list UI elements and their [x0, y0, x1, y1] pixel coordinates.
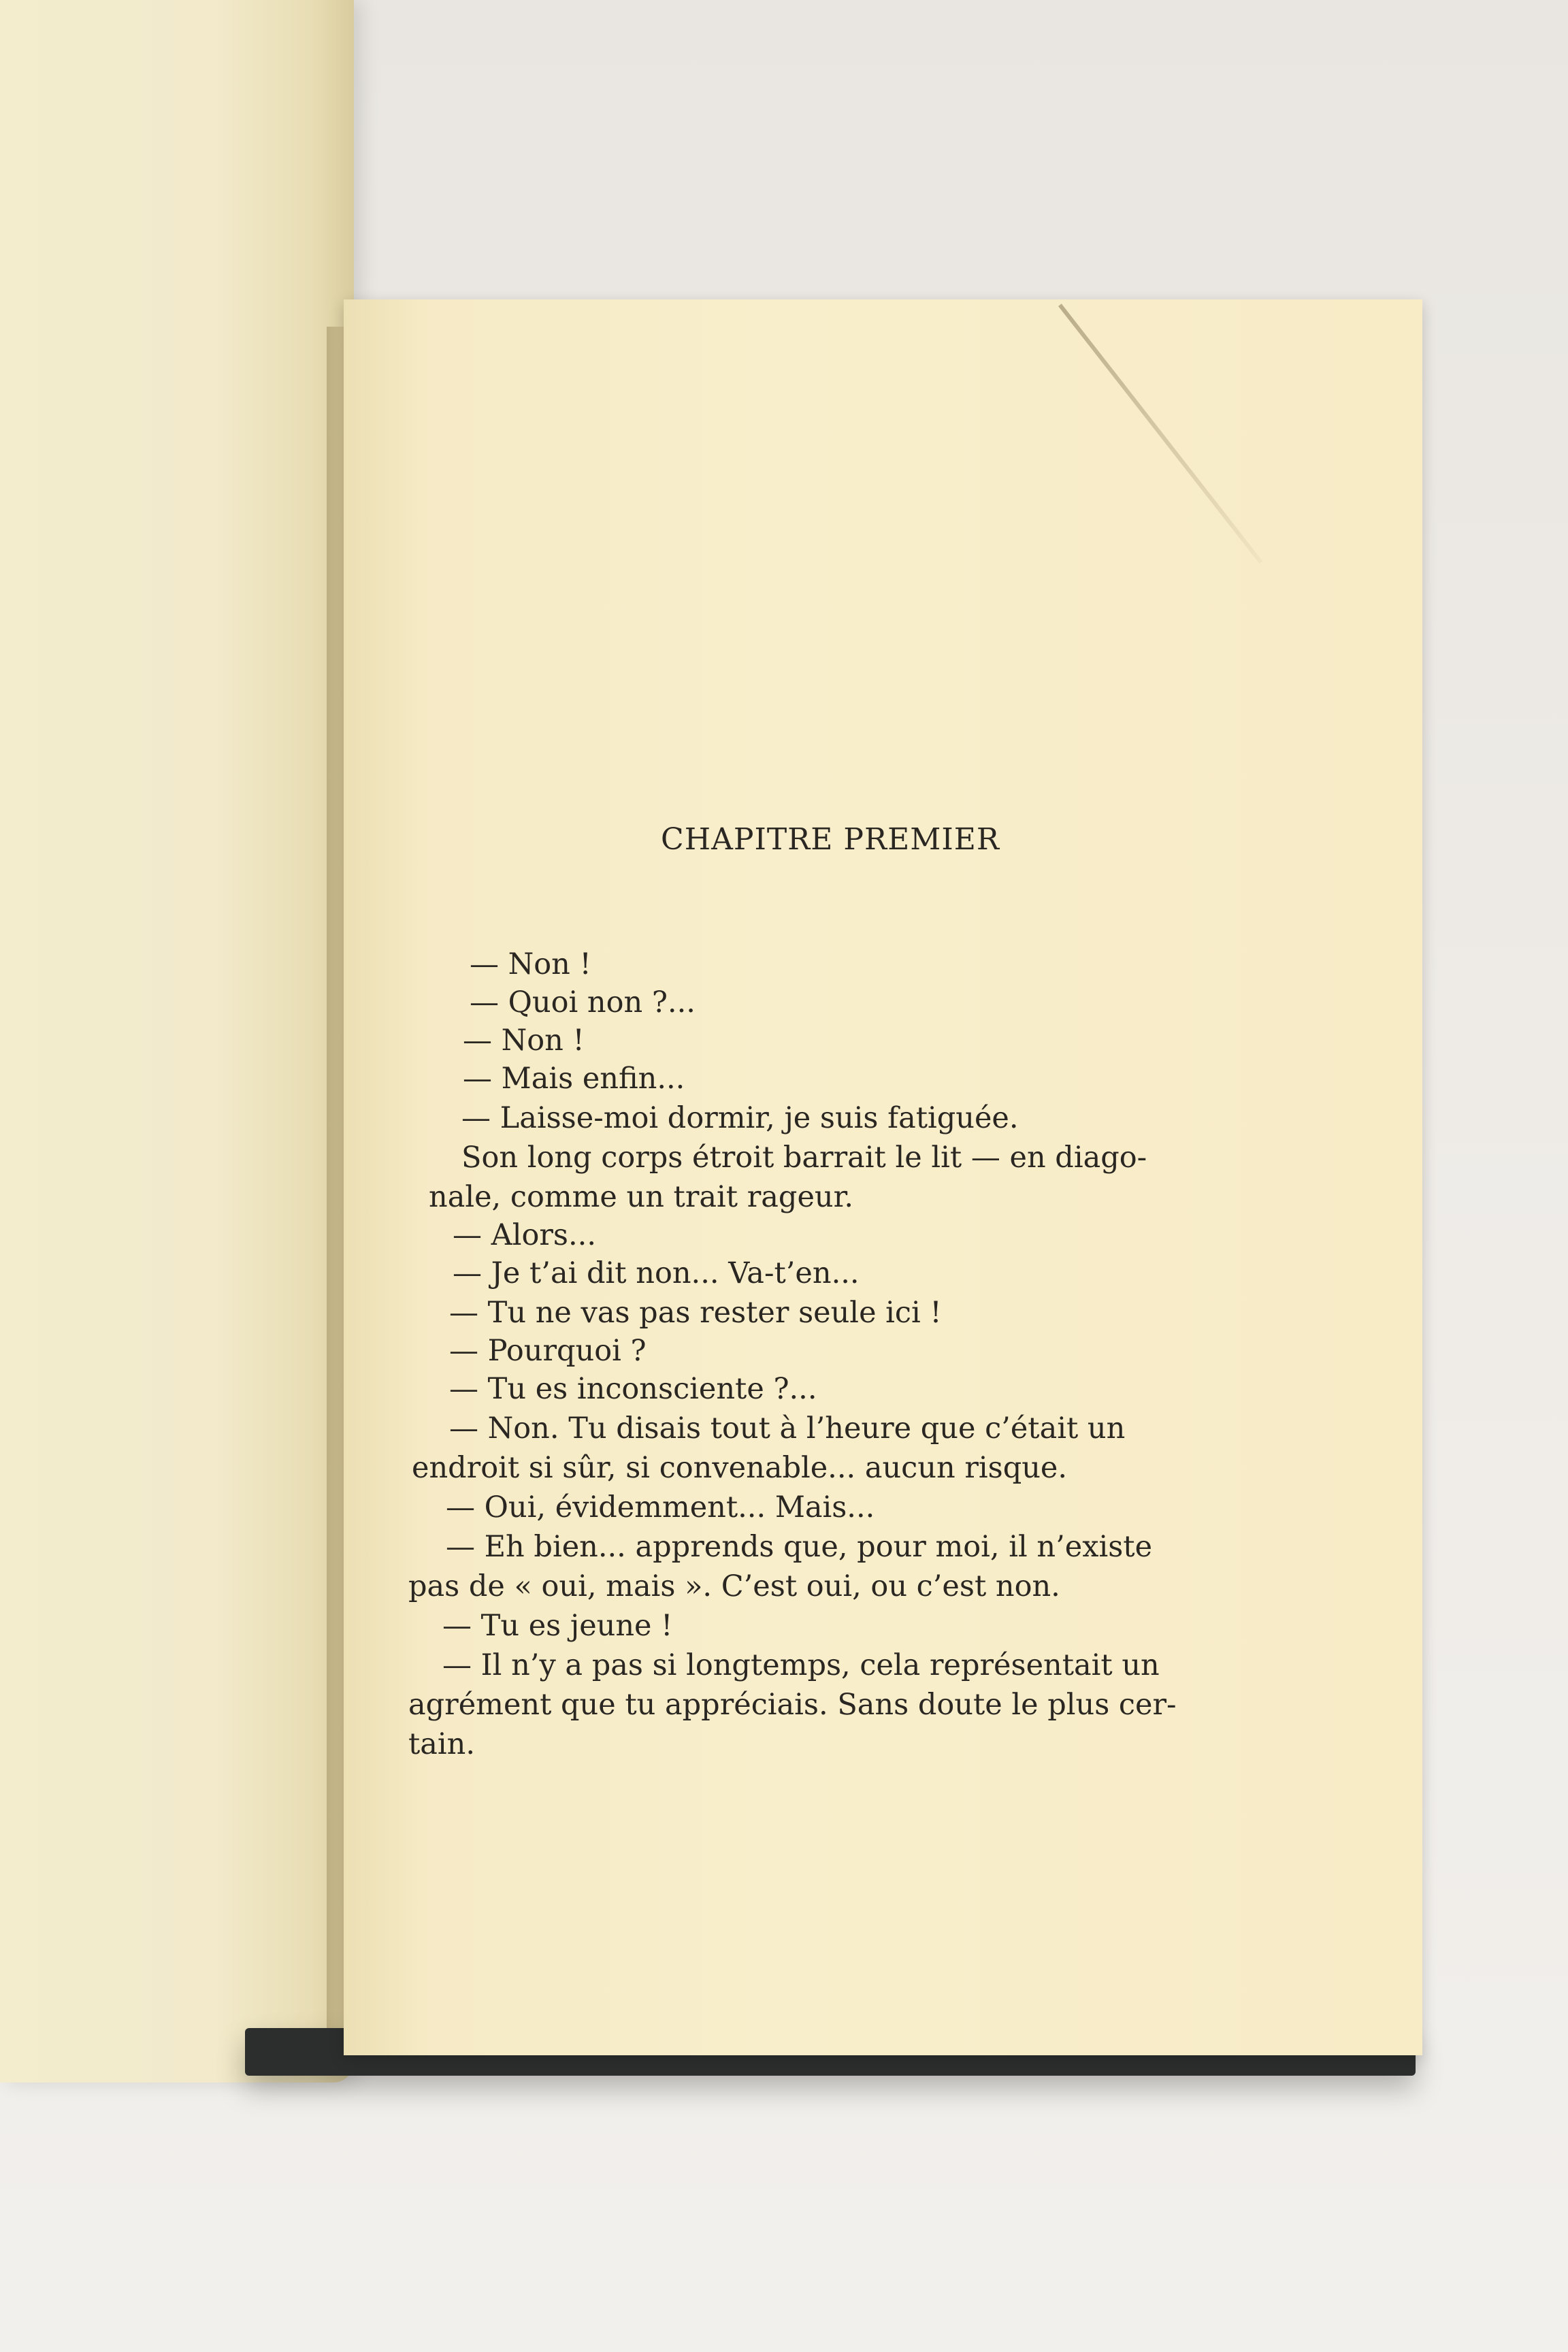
text-line: — Eh bien... apprends que, pour moi, il n’existe: [446, 1530, 1153, 1564]
text-line: — Pourquoi ?: [449, 1334, 647, 1368]
text-line: nale, comme un trait rageur.: [429, 1180, 854, 1214]
text-line: — Je t’ai dit non... Va-t’en...: [453, 1256, 860, 1290]
text-line: — Oui, évidemment... Mais...: [446, 1490, 875, 1524]
text-line: — Quoi non ?...: [470, 985, 696, 1019]
text-line: — Tu ne vas pas rester seule ici !: [449, 1296, 942, 1330]
text-line: — Non !: [470, 947, 591, 981]
text-line: — Non !: [463, 1024, 585, 1058]
text-line: — Il n’y a pas si longtemps, cela représentait un: [442, 1648, 1160, 1682]
left-page: [0, 0, 354, 2082]
text-line: endroit si sûr, si convenable... aucun risque.: [412, 1451, 1068, 1485]
text-line: tain.: [408, 1727, 476, 1761]
text-line: — Tu es inconsciente ?...: [449, 1372, 817, 1406]
text-line: — Laisse-moi dormir, je suis fatiguée.: [461, 1101, 1019, 1135]
text-line: agrément que tu appréciais. Sans doute le plus cer-: [408, 1688, 1177, 1722]
text-line: — Tu es jeune !: [442, 1609, 673, 1643]
text-line: — Non. Tu disais tout à l’heure que c’était un: [449, 1411, 1126, 1446]
text-line: Son long corps étroit barrait le lit — en diago-: [461, 1141, 1147, 1175]
text-line: pas de « oui, mais ». C’est oui, ou c’est non.: [408, 1569, 1060, 1603]
text-line: — Mais enfin...: [463, 1062, 685, 1096]
chapter-title: CHAPITRE PREMIER: [661, 822, 1000, 857]
text-line: — Alors...: [453, 1218, 596, 1252]
